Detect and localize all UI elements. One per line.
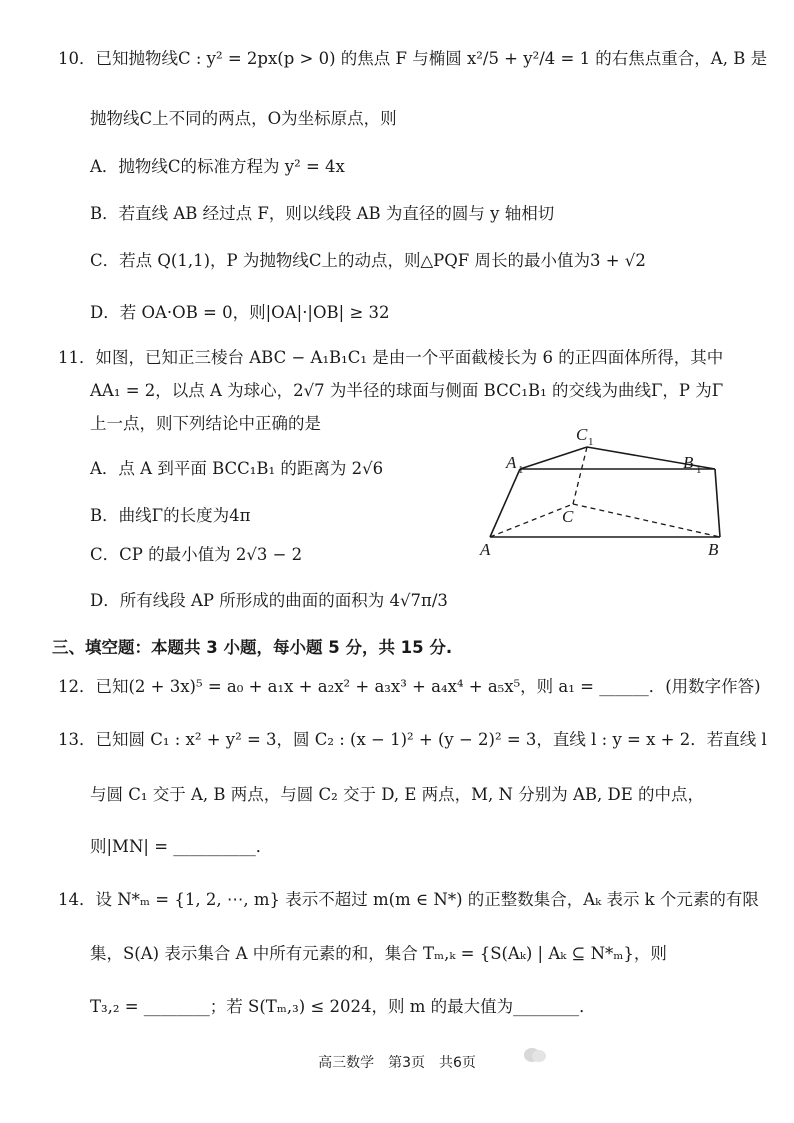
q11-option-d: D．所有线段 AP 所形成的曲面的面积为 4√7π/3 [90,591,448,610]
edge-bc-hidden [573,504,720,537]
q10-stem-line1: 10．已知抛物线C : y² = 2px(p > 0) 的焦点 F 与椭圆 x²/5 + y²/4 = 1 的右焦点重合，A, B 是 [58,49,768,68]
label-a1: A [506,453,517,472]
label-b1: B [683,453,694,472]
q10-option-a: A．抛物线C的标准方程为 y² = 4x [90,157,345,176]
q10-stem-line2: 抛物线C上不同的两点，O为坐标原点，则 [90,109,397,128]
watermark-logo-icon [522,1044,548,1066]
label-c: C [562,507,574,526]
label-a1-sub: 1 [518,464,524,476]
q11-option-b: B．曲线Γ的长度为4π [90,506,251,525]
label-c1-sub: 1 [588,436,594,448]
label-c1: C [576,425,588,444]
edge-bb1 [715,469,720,537]
q13-line2: 与圆 C₁ 交于 A, B 两点，与圆 C₂ 交于 D, E 两点，M, N 分别为 AB, DE 的中点， [90,785,705,804]
edge-cc1-hidden [573,447,587,504]
q12-stem: 12．已知(2 + 3x)⁵ = a₀ + a₁x + a₂x² + a₃x³ + a₄x⁴ + a₅x⁵，则 a₁ = ______．(用数字作答) [58,677,761,696]
q11-option-a: A．点 A 到平面 BCC₁B₁ 的距离为 2√6 [90,459,384,478]
edge-a1c1 [520,447,587,469]
q11-stem-line1: 11．如图，已知正三棱台 ABC − A₁B₁C₁ 是由一个平面截棱长为 6 的正四面体所得，其中 [58,348,724,367]
q10-option-c: C．若点 Q(1,1)，P 为抛物线C上的动点，则△PQF 周长的最小值为3 + √2 [90,251,646,270]
label-b: B [708,540,719,559]
q14-line3: T₃,₂ = ________；若 S(Tₘ,₃) ≤ 2024，则 m 的最大值为________． [90,997,596,1016]
page-footer: 高三数学 第3页 共6页 [318,1055,476,1071]
q10-option-b: B．若直线 AB 经过点 F，则以线段 AB 为直径的圆与 y 轴相切 [90,204,555,223]
q11-stem-line2: AA₁ = 2，以点 A 为球心，2√7 为半径的球面与侧面 BCC₁B₁ 的交线为曲线Γ，P 为Γ [90,381,724,400]
q11-stem-line3: 上一点，则下列结论中正确的是 [90,414,321,433]
q11-option-c: C．CP 的最小值为 2√3 − 2 [90,545,303,564]
q14-line2: 集，S(A) 表示集合 A 中所有元素的和，集合 Tₘ,ₖ = {S(Aₖ) | Aₖ ⊆ N*ₘ}，则 [90,944,667,963]
label-a: A [480,540,491,559]
q13-line1: 13．已知圆 C₁ : x² + y² = 3，圆 C₂ : (x − 1)² + (y − 2)² = 3，直线 l : y = x + 2．若直线 l [58,730,767,749]
section-fill-in-heading: 三、填空题：本题共 3 小题，每小题 5 分，共 15 分. [52,638,453,657]
q14-line1: 14．设 N*ₘ = {1, 2, ⋯, m} 表示不超过 m(m ∈ N*) 的正整数集合，Aₖ 表示 k 个元素的有限 [58,890,759,909]
frustum-figure [470,420,740,570]
q13-line3: 则|MN| = __________． [90,837,273,856]
q10-option-d: D．若 OA·OB = 0，则|OA|·|OB| ≥ 32 [90,303,390,322]
label-b1-sub: 1 [696,464,702,476]
